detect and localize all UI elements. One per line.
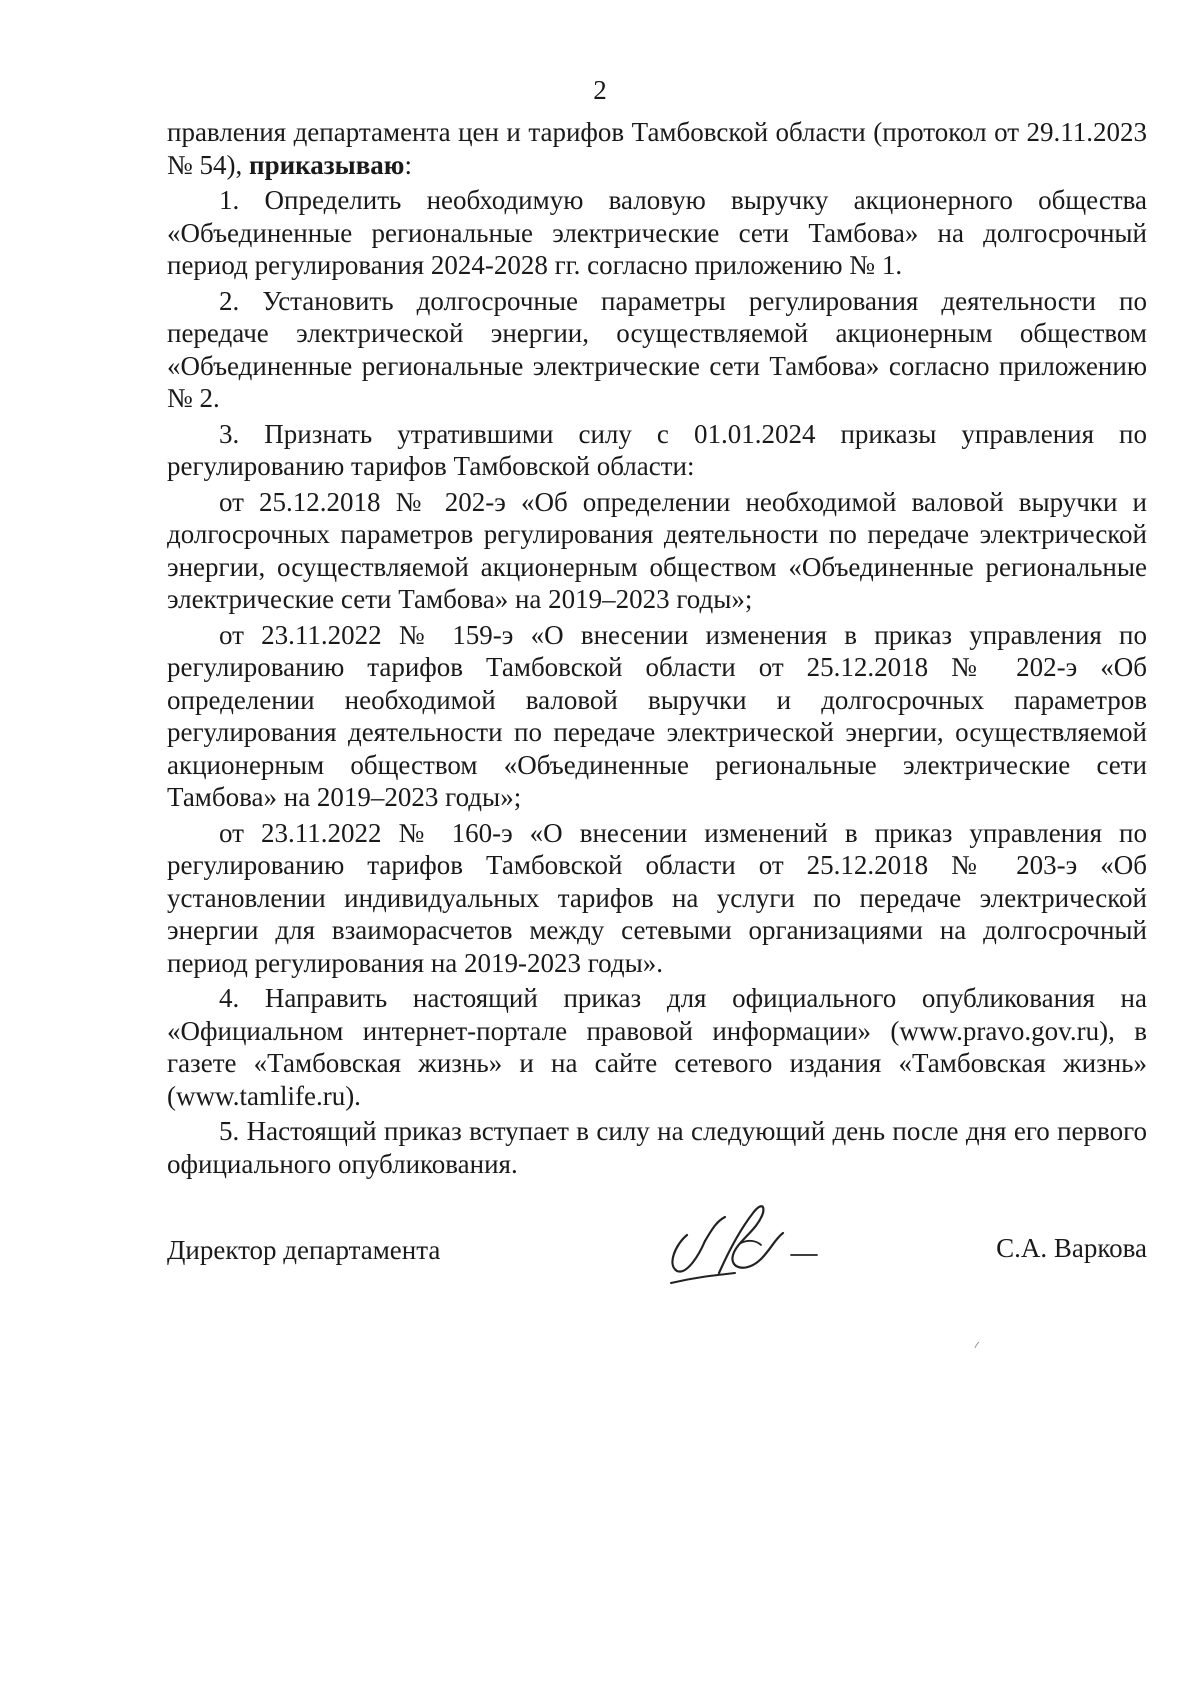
order-body	[167, 116, 1147, 1180]
repealed-order-160e: от 23.11.2022 № 160-э «О внесении изменений в приказ управления по регулированию тарифов Тамбовской области от 25.12.2018 № 203-э «Об установлении индивидуальных тарифов на услуги по передаче электрической энергии для взаиморасчетов между сетевыми организациями на долгосрочный период регулирования на 2019-2023 годы».	[167, 817, 1147, 978]
scan-speck	[972, 1340, 982, 1350]
item-2-paragraph: 2. Установить долгосрочные параметры регулирования деятельности по передаче электрической энергии, осуществляемой акционерным обществом «Объединенные региональные электрические сети Тамбова» согласно приложению № 2.	[167, 285, 1147, 413]
preamble-text: правления департамента цен и тарифов Тамбовской области (протокол от 29.11.2023 № 54),	[167, 117, 1147, 180]
item-5-paragraph: 5. Настоящий приказ вступает в силу на следующий день после дня его первого официального опубликования.	[167, 1116, 1147, 1179]
item-4-paragraph: 4. Направить настоящий приказ для официального опубликования на «Официальном интернет-портале правовой информации» (www.pravo.gov.ru), в газете «Тамбовская жизнь» и на сайте сетевого издания «Тамбовская жизнь» (www.tamlife.ru).	[167, 983, 1147, 1111]
signature-block	[167, 1215, 1147, 1295]
item-1-paragraph: 1. Определить необходимую валовую выручку акционерного общества «Объединенные региональные электрические сети Тамбова» на долгосрочный период регулирования 2024-2028 гг. согласно приложению № 1.	[167, 185, 1147, 280]
signatory-name: С.А. Варкова	[996, 1233, 1147, 1263]
repealed-order-202e: от 25.12.2018 № 202-э «Об определении необходимой валовой выручки и долгосрочных параметров регулирования деятельности по передаче электрической энергии, осуществляемой акционерным обществом «Объединенные региональные электрические сети Тамбова» на 2019–2023 годы»;	[167, 486, 1147, 614]
item-3-paragraph: 3. Признать утратившими силу с 01.01.2024 приказы управления по регулированию тарифов Тамбовской области:	[167, 418, 1147, 481]
handwritten-signature-icon	[657, 1193, 827, 1293]
signatory-position: Директор департамента	[167, 1235, 441, 1265]
preamble-paragraph	[167, 116, 1147, 181]
repealed-order-159e: от 23.11.2022 № 159-э «О внесении изменения в приказ управления по регулированию тарифов Тамбовской области от 25.12.2018 № 202-э «Об определении необходимой валовой выручки и долгосрочных параметров регулирования деятельности по передаче электрической энергии, осуществляемой акционерным обществом «Объединенные региональные электрические сети Тамбова» на 2019–2023 годы»;	[167, 619, 1147, 812]
preamble-colon: :	[404, 149, 412, 180]
order-verb: приказываю	[249, 149, 405, 180]
page-number: 2	[593, 75, 607, 105]
